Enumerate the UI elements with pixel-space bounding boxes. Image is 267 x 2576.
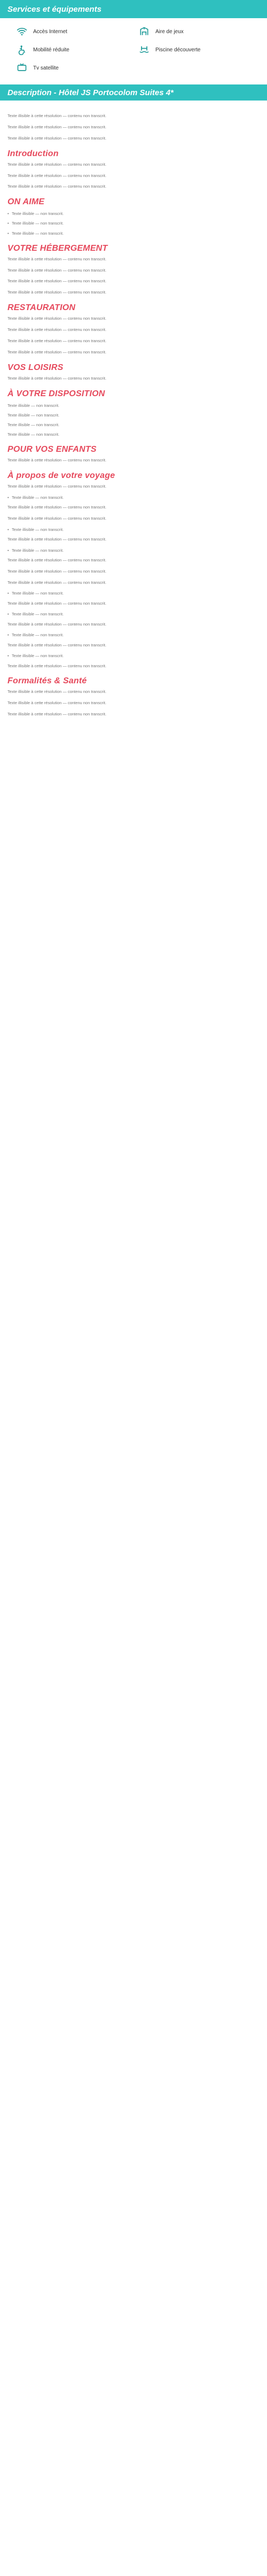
paragraph: Texte illisible à cette résolution — contenu non transcrit.	[7, 338, 107, 343]
section-hebergement: VOTRE HÉBERGEMENT	[7, 243, 108, 253]
bullet-item: • Texte illisible — non transcrit.	[7, 633, 64, 638]
description-header	[0, 84, 267, 101]
bullet-text: Texte illisible — non transcrit.	[12, 612, 64, 617]
paragraph: Texte illisible à cette résolution — contenu non transcrit.	[7, 580, 107, 585]
tv-icon	[16, 62, 28, 74]
paragraph: Texte illisible à cette résolution — contenu non transcrit.	[7, 483, 107, 489]
section-loisirs: VOS LOISIRS	[7, 363, 64, 372]
bullet-text: Texte illisible — non transcrit.	[12, 221, 64, 226]
amenities-grid	[0, 18, 267, 79]
list-text: Texte illisible — non transcrit.	[7, 403, 60, 408]
paragraph: Texte illisible à cette résolution — contenu non transcrit.	[7, 557, 107, 562]
bullet-item: • Texte illisible — non transcrit.	[7, 230, 64, 236]
section-formalites: Formalités & Santé	[7, 676, 87, 686]
amenity-playground	[138, 26, 251, 37]
description-content	[0, 101, 267, 718]
wifi-icon	[16, 26, 28, 37]
amenity-tv	[16, 62, 129, 74]
list-item	[7, 413, 260, 418]
paragraph: Texte illisible à cette résolution — contenu non transcrit.	[7, 504, 107, 510]
bullet-item: • Texte illisible — non transcrit.	[7, 495, 64, 500]
playground-icon	[138, 26, 150, 37]
paragraph: Texte illisible à cette résolution — contenu non transcrit.	[7, 173, 107, 178]
bullet-item: • Texte illisible — non transcrit.	[7, 591, 64, 596]
paragraph: Texte illisible à cette résolution — contenu non transcrit.	[7, 700, 107, 706]
section-enfants: POUR VOS ENFANTS	[7, 445, 97, 454]
paragraph: Texte illisible à cette résolution — contenu non transcrit.	[7, 267, 107, 273]
paragraph: Texte illisible à cette résolution — contenu non transcrit.	[7, 663, 107, 668]
amenity-label: Tv satellite	[33, 65, 59, 71]
paragraph: Texte illisible à cette résolution — contenu non transcrit.	[7, 621, 107, 627]
list-text: Texte illisible — non transcrit.	[7, 422, 60, 427]
paragraph: Texte illisible à cette résolution — contenu non transcrit.	[7, 600, 107, 606]
section-voyage: À propos de votre voyage	[7, 471, 115, 480]
paragraph: Texte illisible à cette résolution — contenu non transcrit.	[7, 349, 107, 354]
paragraph: Texte illisible à cette résolution — contenu non transcrit.	[7, 515, 107, 521]
amenity-pool	[138, 44, 251, 56]
paragraph: Texte illisible à cette résolution — contenu non transcrit.	[7, 568, 107, 574]
bullet-item: • Texte illisible — non transcrit.	[7, 653, 64, 659]
paragraph: Texte illisible à cette résolution — contenu non transcrit.	[7, 712, 107, 717]
paragraph: Texte illisible à cette résolution — contenu non transcrit.	[7, 458, 107, 462]
amenity-label: Mobilité réduite	[33, 47, 69, 53]
services-equipements-title: Services et équipements	[7, 4, 101, 14]
paragraph: Texte illisible à cette résolution — contenu non transcrit.	[7, 689, 107, 695]
paragraph: Texte illisible à cette résolution — contenu non transcrit.	[7, 536, 107, 542]
paragraph: Texte illisible à cette résolution — contenu non transcrit.	[7, 124, 107, 129]
bullet-text: Texte illisible — non transcrit.	[12, 527, 64, 532]
section-on-aime: ON AIME	[7, 197, 45, 207]
bullet-text: Texte illisible — non transcrit.	[12, 230, 64, 236]
wheelchair-icon	[16, 44, 28, 56]
paragraph: Texte illisible à cette résolution — contenu non transcrit.	[7, 327, 107, 332]
paragraph: Texte illisible à cette résolution — contenu non transcrit.	[7, 642, 107, 647]
bullet-item: • Texte illisible — non transcrit.	[7, 547, 64, 553]
bullet-text: Texte illisible — non transcrit.	[12, 495, 64, 500]
section-restauration: RESTAURATION	[7, 303, 76, 313]
bullet-text: Texte illisible — non transcrit.	[12, 211, 64, 217]
bullet-text: Texte illisible — non transcrit.	[12, 591, 64, 596]
paragraph: Texte illisible à cette résolution — contenu non transcrit.	[7, 316, 107, 321]
paragraph: Texte illisible à cette résolution — contenu non transcrit.	[7, 256, 107, 261]
amenity-label: Piscine découverte	[155, 47, 201, 53]
bullet-text: Texte illisible — non transcrit.	[12, 653, 64, 659]
amenity-label: Accès Internet	[33, 28, 67, 35]
list-item	[7, 422, 260, 428]
list-item	[7, 432, 260, 437]
paragraph: Texte illisible à cette résolution — contenu non transcrit.	[7, 290, 107, 295]
pool-icon	[138, 44, 150, 56]
bullet-item: • Texte illisible — non transcrit.	[7, 612, 64, 617]
section-disposition: À VOTRE DISPOSITION	[7, 389, 105, 398]
section-introduction: Introduction	[7, 149, 59, 158]
amenity-label: Aire de jeux	[155, 28, 184, 35]
list-text: Texte illisible — non transcrit.	[7, 431, 60, 437]
bullet-text: Texte illisible — non transcrit.	[12, 547, 64, 553]
paragraph: Texte illisible à cette résolution — contenu non transcrit.	[7, 113, 107, 118]
amenity-internet	[16, 26, 129, 37]
paragraph: Texte illisible à cette résolution — contenu non transcrit.	[7, 135, 107, 141]
list-item	[7, 403, 260, 408]
amenity-reduced-mobility	[16, 44, 129, 56]
paragraph: Texte illisible à cette résolution — contenu non transcrit.	[7, 375, 107, 381]
bullet-item: • Texte illisible — non transcrit.	[7, 221, 64, 226]
description-title: Description - Hôtel JS Portocolom Suites 4*	[7, 88, 174, 97]
list-text: Texte illisible — non transcrit.	[7, 412, 60, 418]
services-equipements-header	[0, 0, 267, 18]
bullet-item: • Texte illisible — non transcrit.	[7, 211, 64, 217]
bullet-text: Texte illisible — non transcrit.	[12, 633, 64, 638]
paragraph: Texte illisible à cette résolution — contenu non transcrit.	[7, 184, 107, 189]
paragraph: Texte illisible à cette résolution — contenu non transcrit.	[7, 279, 107, 284]
bullet-item: • Texte illisible — non transcrit.	[7, 527, 64, 532]
paragraph: Texte illisible à cette résolution — contenu non transcrit.	[7, 161, 107, 167]
